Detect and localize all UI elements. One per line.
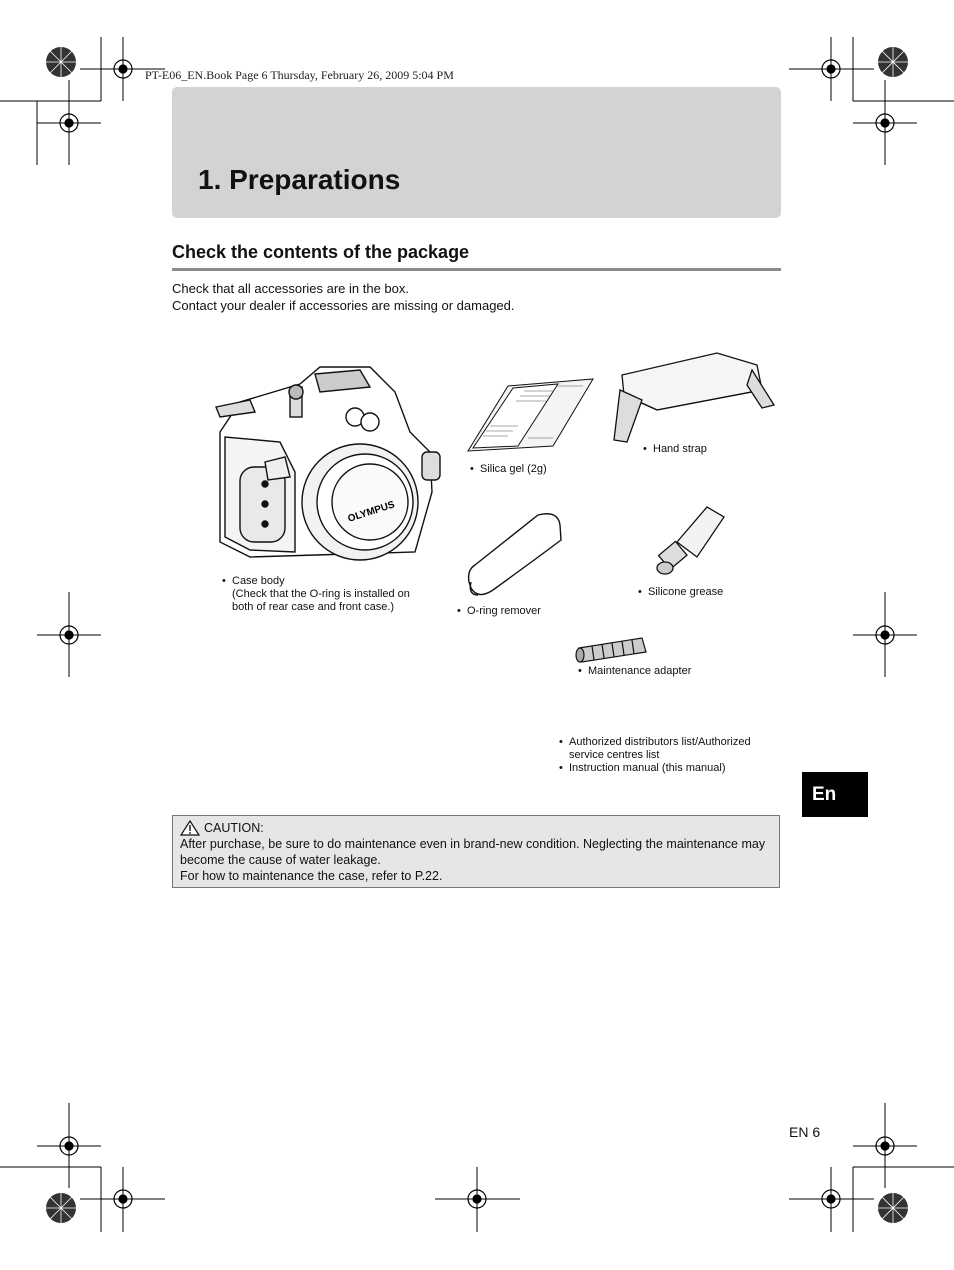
instruction-manual-label: Instruction manual (this manual) xyxy=(569,762,726,774)
case-body-caption xyxy=(222,575,410,614)
bullet: • xyxy=(470,463,474,475)
distributors-list-label: Authorized distributors list/Authorized xyxy=(569,736,751,748)
silica-gel-illustration xyxy=(468,376,598,456)
bullet: • xyxy=(578,665,582,677)
caution-text: For how to maintenance the case, refer to P.22. xyxy=(180,869,443,883)
caution-box xyxy=(172,815,780,888)
documents-caption xyxy=(559,736,751,775)
case-body-label: Case body xyxy=(232,575,285,587)
o-ring-remover-caption xyxy=(457,605,541,618)
bullet: • xyxy=(638,586,642,598)
maintenance-adapter-label: Maintenance adapter xyxy=(588,665,692,677)
bullet: • xyxy=(559,762,563,774)
hand-strap-caption xyxy=(643,443,707,456)
section-title: Check the contents of the package xyxy=(172,242,470,262)
distributors-list-label: service centres list xyxy=(569,749,660,761)
bullet: • xyxy=(559,736,563,748)
bullet: • xyxy=(643,443,647,455)
silicone-grease-label: Silicone grease xyxy=(648,586,724,598)
page-number: EN 6 xyxy=(789,1124,821,1140)
page-title: 1. Preparations xyxy=(198,164,401,195)
maintenance-adapter-illustration xyxy=(574,636,654,666)
o-ring-remover-illustration xyxy=(463,510,573,605)
warning-triangle-icon xyxy=(180,820,200,836)
caution-text: become the cause of water leakage. xyxy=(180,853,381,867)
silica-gel-label: Silica gel (2g) xyxy=(480,463,547,475)
case-brand-text: OLYMPUS xyxy=(346,499,397,525)
intro-text xyxy=(172,280,515,314)
maintenance-adapter-caption xyxy=(578,665,691,678)
case-body-note: (Check that the O-ring is installed on xyxy=(232,588,410,600)
bullet: • xyxy=(222,575,226,587)
caution-text: After purchase, be sure to do maintenance even in brand-new condition. Neglecting the maintenance may xyxy=(180,837,766,851)
print-header: PT-E06_EN.Book Page 6 Thursday, February 26, 2009 5:04 PM xyxy=(145,68,454,82)
hand-strap-illustration xyxy=(612,350,777,450)
o-ring-remover-label: O-ring remover xyxy=(467,605,541,617)
caution-heading: CAUTION: xyxy=(204,821,264,835)
silica-gel-caption xyxy=(470,463,547,476)
silicone-grease-illustration xyxy=(652,502,727,582)
title-banner xyxy=(172,87,781,218)
bullet: • xyxy=(457,605,461,617)
silicone-grease-caption xyxy=(638,586,723,599)
intro-line: Check that all accessories are in the box. xyxy=(172,281,410,296)
intro-line: Contact your dealer if accessories are missing or damaged. xyxy=(172,298,515,313)
section-rule xyxy=(172,268,781,271)
hand-strap-label: Hand strap xyxy=(653,443,707,455)
case-body-illustration xyxy=(210,362,450,562)
language-tab: En xyxy=(802,772,868,817)
case-body-note: both of rear case and front case.) xyxy=(232,601,395,613)
